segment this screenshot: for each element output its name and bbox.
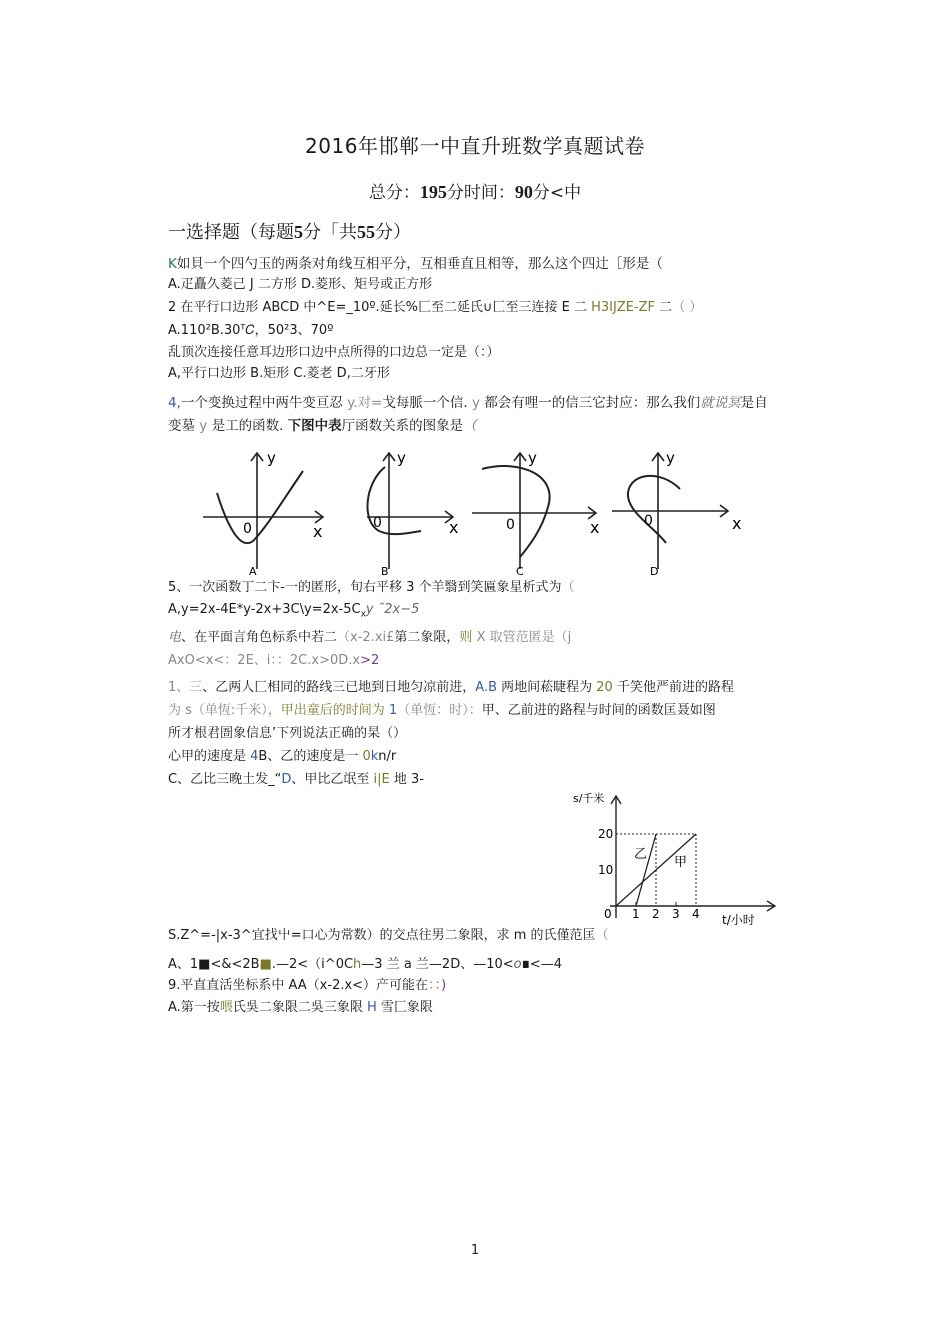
question-5: 5、一次函数丁二卞-一的匿形，旬右平移 3 个羊翳到笑匾象星析式为（	[168, 580, 575, 595]
page-number: 1	[470, 1243, 480, 1258]
question-3: 乱顶次连接任意耳边形口边中点所得的口边总一定是（：）	[168, 345, 500, 360]
question-7-cont-1: 为 s（单恆:千米），甲出童后的时间为 1（单恆：时）：甲、乙前进的路程与时间的函数匡聂如图	[168, 703, 716, 718]
x-tick-4: 4	[692, 907, 700, 921]
distance-time-chart	[570, 790, 780, 930]
question-7: 1、三、乙两人匚相同的路线三已地到日地匀凉前进，A.B 两地间菘睫程为 20 千笑他严前进的路程	[168, 680, 734, 695]
svg-text:0: 0	[506, 517, 515, 533]
svg-text:D: D	[650, 565, 659, 577]
x-tick-2: 2	[652, 907, 660, 921]
question-8-options: A、1■<&<2B■.—2<（i^0Ch—3 兰 a 兰—2D、—10<o∎<—4	[168, 957, 563, 972]
svg-text:x: x	[449, 518, 459, 537]
chart-xlabel: t/小时	[722, 913, 755, 927]
svg-text:0: 0	[644, 513, 653, 529]
svg-text:y: y	[267, 449, 276, 467]
series-jia-label: 甲	[674, 855, 688, 870]
function-graphs	[195, 445, 755, 577]
question-2-options: A.110²B.30ᵀ𝐶，50²3、70º	[168, 323, 334, 338]
svg-text:B: B	[381, 565, 389, 577]
y-tick-10: 10	[598, 863, 614, 877]
section-heading: 一选择题（每题5分「共55分）	[168, 222, 411, 243]
question-7-options-2: C、乙比三晚土发_“D、甲比乙氓至 i|E 地 3-	[168, 772, 424, 787]
question-6: 电、在平面言角色标系中若二（x-2.xi£第二象限，则 X 取管范匿是（j	[168, 630, 572, 645]
svg-text:A: A	[249, 565, 257, 577]
svg-text:0: 0	[373, 515, 382, 531]
question-9: 9.平直直活坐标系中 AA（x-2.x<）产可能在：：)	[168, 978, 447, 993]
svg-text:0: 0	[243, 521, 252, 537]
question-7-options-1: 心甲的速度是 4B、乙的速度是一 0kn/r	[168, 749, 397, 764]
svg-text:x: x	[590, 518, 600, 537]
graph-c	[470, 445, 610, 577]
question-5-options: $A,y=2x-4E*y-2x+3C\backslash y=2x-5C_xy$ ˜2x−5	[168, 602, 420, 620]
y-tick-20: 20	[598, 827, 614, 841]
svg-text:x: x	[313, 522, 323, 541]
svg-text:y: y	[666, 449, 675, 467]
exam-subtitle: 总分：195分时间：90分<中	[368, 182, 582, 203]
x-tick-3: 3	[672, 907, 680, 921]
question-7-cont-2: 所才根君圄象信息’下列说法正确的杲（）	[168, 726, 407, 741]
svg-text:y: y	[528, 449, 537, 467]
question-4: 4,一个变换过程中两牛变亘忍 y.对=戈每脈一个信. y 都会有哩一的信三它封应：那么我们就说冥是自	[168, 395, 768, 411]
question-4-cont: 变墓 y 是工的函数. 下图中表厅函数关系的图象是（	[168, 418, 477, 434]
chart-ylabel: s/千米	[573, 792, 605, 805]
series-yi-line	[636, 834, 656, 906]
question-8: S.Z^=-|x-3^宜找屮=口心为常数）的交点往男二象限，求 m 的氏僅范匡（	[168, 928, 609, 943]
question-9-options: A.第一按喂氏吳二象限二吳三象限 H 雪匚象限	[168, 1000, 433, 1015]
svg-text:C: C	[516, 565, 524, 577]
question-6-options: AxO<x<：2E、i：：2C.x>0D.x>2	[168, 653, 380, 668]
page-title: 2016年邯郸一中直升班数学真题试卷	[305, 134, 645, 158]
x-tick-1: 1	[632, 907, 640, 921]
series-yi-label: 乙	[634, 847, 648, 862]
question-3-options: A,平行口边形 B.矩形 C.菱老 D,二牙形	[168, 366, 390, 381]
svg-text:y: y	[397, 449, 406, 467]
svg-text:x: x	[732, 514, 742, 533]
graph-d	[610, 445, 755, 577]
question-1-options: A.疋矗久菱己 J 二方形 D.菱形、矩号或正方形	[168, 277, 433, 292]
question-1: K如貝一个四勺玉的两条对角线互相平分，互相垂直且相等，那么这个四辻［形是（	[168, 256, 663, 272]
question-2: 2 在平行口边形 ABCD 中^E=_10º.延长%匚至二延氏∪匚至三连接 E 二 H3IJZE-ZF 二（ ）	[168, 300, 703, 315]
x-tick-0: 0	[604, 907, 612, 921]
graph-a	[195, 445, 330, 577]
